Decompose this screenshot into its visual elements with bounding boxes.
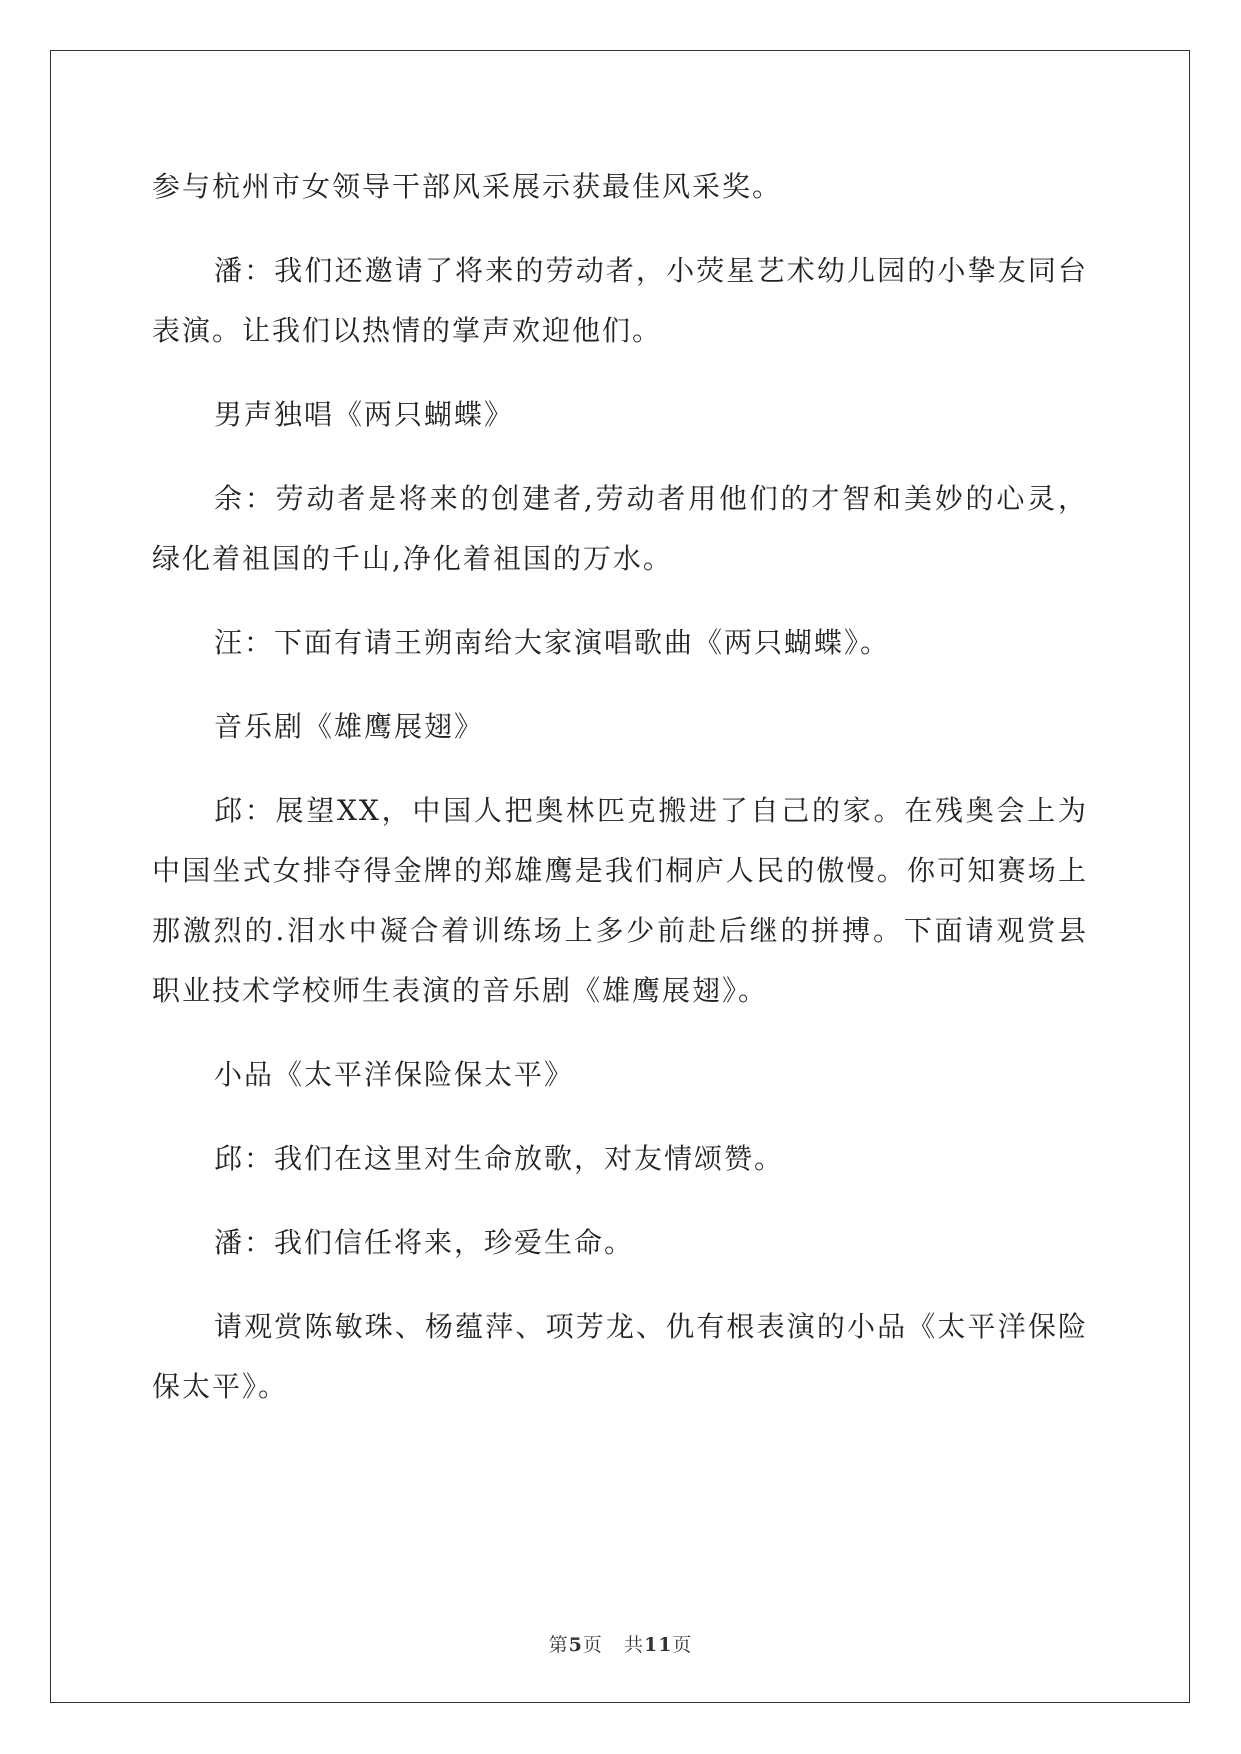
- paragraph: 男声独唱《两只蝴蝶》: [214, 398, 515, 431]
- page-current: 5: [568, 1634, 583, 1656]
- page-prefix: 第: [548, 1634, 569, 1656]
- paragraph: 潘：我们信任将来，珍爱生命。: [214, 1226, 635, 1259]
- page-footer: [0, 1630, 1241, 1657]
- paragraph: 余：劳动者是将来的创建者,劳动者用他们的才智和美妙的心灵，绿化着祖国的千山,净化着祖国的万水。: [152, 482, 1088, 575]
- page-total: 11: [643, 1634, 673, 1656]
- paragraph: 请观赏陈敏珠、杨蕴萍、项芳龙、仇有根表演的小品《太平洋保险保太平》。: [152, 1310, 1088, 1403]
- paragraph: 参与杭州市女领导干部风采展示获最佳风采奖。: [152, 170, 783, 203]
- paragraph: 邱：我们在这里对生命放歌，对友情颂赞。: [214, 1142, 785, 1175]
- total-suffix: 页: [672, 1634, 693, 1656]
- page-suffix: 页: [582, 1634, 603, 1656]
- paragraph: 邱：展望XX，中国人把奥林匹克搬进了自己的家。在残奥会上为中国坐式女排夺得金牌的郑雄鹰是我们桐庐人民的傲慢。你可知赛场上那激烈的.泪水中凝合着训练场上多少前赴后继的拼搏。下面请观赏县职业技术学校师生表演的音乐剧《雄鹰展翅》。: [152, 794, 1088, 1007]
- paragraph: 小品《太平洋保险保太平》: [214, 1058, 575, 1091]
- document-body: [152, 160, 1088, 1441]
- total-prefix: 共: [623, 1634, 644, 1656]
- paragraph: 音乐剧《雄鹰展翅》: [214, 710, 485, 743]
- paragraph: 潘：我们还邀请了将来的劳动者，小荧星艺术幼儿园的小挚友同台表演。让我们以热情的掌声欢迎他们。: [152, 254, 1088, 347]
- paragraph: 汪：下面有请王朔南给大家演唱歌曲《两只蝴蝶》。: [214, 626, 891, 659]
